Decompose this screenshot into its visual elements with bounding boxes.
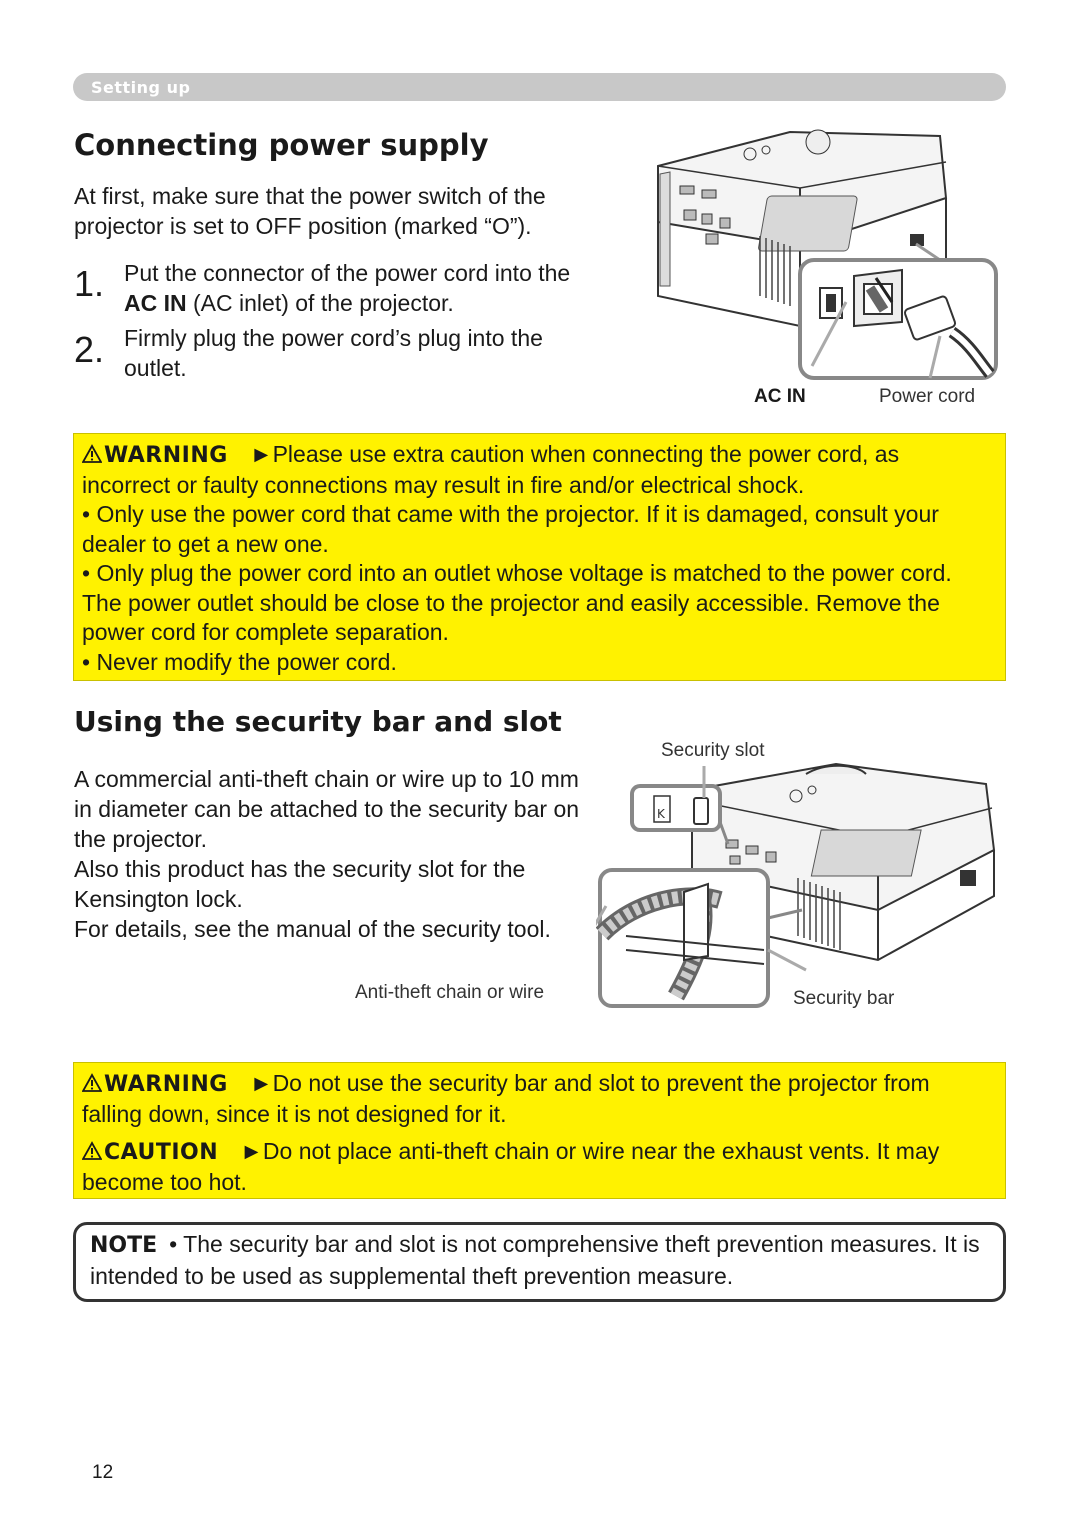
warning-bullet: • Never modify the power cord. xyxy=(82,648,397,675)
security-description xyxy=(74,764,584,944)
power-cord-label: Power cord xyxy=(879,386,976,407)
projector-security-illustration xyxy=(596,760,1006,1012)
heading-security: Using the security bar and slot xyxy=(74,705,562,738)
step-number: 1. xyxy=(74,263,105,304)
warning-lead xyxy=(82,440,993,500)
step-text xyxy=(124,323,644,383)
security-paragraph: For details, see the manual of the security tool. xyxy=(74,916,551,942)
step-line: outlet. xyxy=(124,355,187,381)
warning-security-text: ►Do not use the security bar and slot to prevent the projector from falling down, since it is not designed for it. xyxy=(82,1070,930,1127)
security-bar-label: Security bar xyxy=(793,988,895,1009)
warning-tag-text: WARNING xyxy=(104,1072,228,1097)
security-paragraph: A commercial anti-theft chain or wire up to 10 mm in diameter can be attached to the security bar on the projector. xyxy=(74,766,580,852)
warning-tag xyxy=(82,443,228,468)
heading-connecting-power: Connecting power supply xyxy=(74,128,489,162)
warning-tag-text: WARNING xyxy=(104,443,228,468)
page-number: 12 xyxy=(92,1462,114,1483)
section-label: Setting up xyxy=(91,78,191,97)
caution-text: ►Do not place anti-theft chain or wire near the exhaust vents. It may become too hot. xyxy=(82,1138,940,1195)
warning-lead-text: ►Please use extra caution when connecting the power cord, as incorrect or faulty connections may result in fire and/or electrical shock. xyxy=(82,441,900,498)
step-line: Put the connector of the power cord into the xyxy=(124,260,571,286)
security-slot-label: Security slot xyxy=(661,740,765,761)
intro-power-text: At first, make sure that the power switch of the projector is set to OFF position (marked “O”). xyxy=(74,183,546,239)
warning-bullet: • Only plug the power cord into an outlet whose voltage is matched to the power cord. The power outlet should be close to the projector and easily accessible. Remove the power cord for complete separation. xyxy=(82,560,952,645)
caution-triangle-icon xyxy=(82,1141,102,1161)
warning-bullet: • Only use the power cord that came with the projector. If it is damaged, consult your dealer to get a new one. xyxy=(82,501,939,557)
note-box xyxy=(73,1222,1006,1302)
caution-security xyxy=(82,1137,993,1197)
warning-triangle-icon xyxy=(82,444,102,464)
warning-security xyxy=(82,1069,993,1129)
ac-in-label: AC IN xyxy=(754,386,806,407)
caution-tag-text: CAUTION xyxy=(104,1140,219,1165)
security-paragraph: Also this product has the security slot for the Kensington lock. xyxy=(74,856,526,912)
warning-triangle-icon xyxy=(82,1073,102,1093)
warning-tag xyxy=(82,1072,228,1097)
warning-box-security xyxy=(73,1062,1006,1199)
svg-text:K: K xyxy=(657,807,665,821)
ac-in-term: AC IN xyxy=(124,290,187,316)
warning-box-power xyxy=(73,433,1006,681)
step-line-rest: (AC inlet) of the projector. xyxy=(186,290,454,316)
anti-theft-chain-label: Anti-theft chain or wire xyxy=(355,982,545,1003)
step-text xyxy=(124,258,644,318)
step-line xyxy=(124,288,644,318)
step-line: Firmly plug the power cord’s plug into the xyxy=(124,325,543,351)
note-text: • The security bar and slot is not comprehensive theft prevention measures. It is intended to be used as supplemental theft prevention measure. xyxy=(90,1231,980,1289)
section-header-bar xyxy=(73,73,1006,101)
caution-tag xyxy=(82,1140,218,1165)
step-number: 2. xyxy=(74,329,105,370)
note-tag: NOTE xyxy=(90,1233,158,1258)
projector-power-illustration xyxy=(640,126,1006,388)
